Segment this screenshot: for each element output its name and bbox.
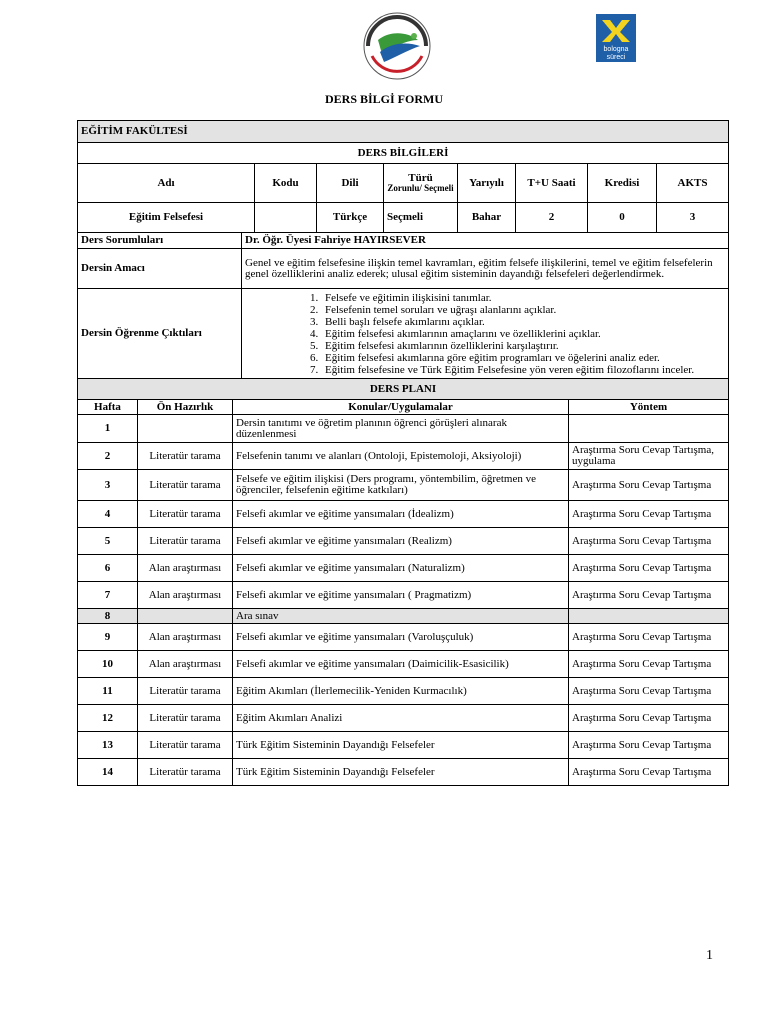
plan-week: 3: [78, 470, 138, 501]
plan-prep: Alan araştırması: [138, 582, 233, 609]
plan-row: [78, 470, 729, 501]
plan-method: [569, 415, 729, 443]
plan-method: Araştırma Soru Cevap Tartışma: [569, 651, 729, 678]
plan-method: Araştırma Soru Cevap Tartışma: [569, 759, 729, 786]
col-credit-header: Kredisi: [588, 164, 657, 203]
plan-topic: Dersin tanıtımı ve öğretim planının öğrenci görüşleri alınarak düzenlenmesi: [233, 415, 569, 443]
plan-topic: Felsefi akımlar ve eğitime yansımaları (Varoluşçuluk): [233, 624, 569, 651]
col-week-header: Hafta: [78, 400, 138, 415]
plan-topic: Ara sınav: [233, 609, 569, 624]
plan-topic: Eğitim Akımları (İlerlemecilik-Yeniden Kurmacılık): [233, 678, 569, 705]
outcome-item: 1. Felsefe ve eğitimin ilişkisini tanımlar.: [321, 292, 725, 304]
plan-body: [78, 415, 729, 786]
plan-topic: Felsefi akımlar ve eğitime yansımaları (Realizm): [233, 528, 569, 555]
col-language-header: Dili: [317, 164, 384, 203]
plan-topic: Türk Eğitim Sisteminin Dayandığı Felsefeler: [233, 732, 569, 759]
plan-row: [78, 678, 729, 705]
plan-row: [78, 501, 729, 528]
form-title: DERS BİLGİ FORMU: [324, 92, 443, 106]
plan-row: [78, 443, 729, 470]
plan-prep: Alan araştırması: [138, 651, 233, 678]
plan-week: 8: [78, 609, 138, 624]
plan-method: Araştırma Soru Cevap Tartışma: [569, 528, 729, 555]
plan-row: [78, 528, 729, 555]
course-hours: 2: [516, 203, 588, 233]
responsible-value: Dr. Öğr. Üyesi Fahriye HAYIRSEVER: [242, 233, 729, 249]
plan-method: Araştırma Soru Cevap Tartışma: [569, 501, 729, 528]
plan-prep: Literatür tarama: [138, 705, 233, 732]
col-method-header: Yöntem: [569, 400, 729, 415]
plan-topic: Eğitim Akımları Analizi: [233, 705, 569, 732]
plan-method: Araştırma Soru Cevap Tartışma: [569, 624, 729, 651]
col-semester-header: Yarıyılı: [458, 164, 516, 203]
course-plan-table: [77, 378, 729, 786]
outcomes-list: [245, 292, 725, 376]
outcome-item: 4. Eğitim felsefesi akımlarının amaçlarını ve özelliklerini açıklar.: [321, 328, 725, 340]
plan-method: Araştırma Soru Cevap Tartışma: [569, 470, 729, 501]
plan-week: 14: [78, 759, 138, 786]
plan-week: 10: [78, 651, 138, 678]
plan-row: [78, 609, 729, 624]
plan-row: [78, 651, 729, 678]
outcomes-cell: [242, 289, 729, 379]
plan-week: 11: [78, 678, 138, 705]
col-name-header: Adı: [78, 164, 255, 203]
plan-week: 13: [78, 732, 138, 759]
course-semester: Bahar: [458, 203, 516, 233]
plan-prep: Literatür tarama: [138, 732, 233, 759]
page-number: 1: [706, 948, 713, 963]
plan-method: Araştırma Soru Cevap Tartışma: [569, 555, 729, 582]
bologna-line1: bologna: [603, 46, 629, 53]
plan-week: 9: [78, 624, 138, 651]
plan-topic: Felsefi akımlar ve eğitime yansımaları (İdealizm): [233, 501, 569, 528]
plan-week: 4: [78, 501, 138, 528]
plan-method: Araştırma Soru Cevap Tartışma, uygulama: [569, 443, 729, 470]
plan-week: 2: [78, 443, 138, 470]
plan-method: Araştırma Soru Cevap Tartışma: [569, 732, 729, 759]
col-type-sub: Zorunlu/ Seçmeli: [387, 183, 454, 193]
bologna-line2: süreci: [606, 54, 626, 61]
plan-title: DERS PLANI: [78, 379, 729, 400]
col-type-label: Türü: [408, 172, 433, 184]
plan-prep: [138, 609, 233, 624]
aim-label: Dersin Amacı: [78, 249, 242, 289]
plan-row: [78, 759, 729, 786]
plan-row: [78, 582, 729, 609]
plan-row: [78, 732, 729, 759]
course-code: [255, 203, 317, 233]
col-topic-header: Konular/Uygulamalar: [233, 400, 569, 415]
plan-week: 5: [78, 528, 138, 555]
col-hours-header: T+U Saati: [516, 164, 588, 203]
outcomes-label: Dersin Öğrenme Çıktıları: [78, 289, 242, 379]
plan-prep: Alan araştırması: [138, 555, 233, 582]
plan-row: [78, 624, 729, 651]
col-akts-header: AKTS: [657, 164, 729, 203]
aim-value: Genel ve eğitim felsefesine ilişkin temel kavramları, eğitim felsefe ilişkilerini, temel ve eğitim felsefelerin genel özelliklerini analiz ederek; ulusal eğitim sisteminin dayandığı felsefeleri değerlendirmek.: [242, 249, 729, 289]
plan-prep: Literatür tarama: [138, 759, 233, 786]
col-type-header: [384, 164, 458, 203]
plan-topic: Felsefi akımlar ve eğitime yansımaları (Daimicilik-Esasicilik): [233, 651, 569, 678]
plan-topic: Felsefenin tanımı ve alanları (Ontoloji, Epistemoloji, Aksiyoloji): [233, 443, 569, 470]
plan-topic: Felsefe ve eğitim ilişkisi (Ders programı, yöntembilim, öğretmen ve öğrenciler, felsefenin eğitime katkıları): [233, 470, 569, 501]
plan-prep: Literatür tarama: [138, 528, 233, 555]
plan-method: Araştırma Soru Cevap Tartışma: [569, 582, 729, 609]
plan-prep: Literatür tarama: [138, 470, 233, 501]
plan-topic: Felsefi akımlar ve eğitime yansımaları (Naturalizm): [233, 555, 569, 582]
faculty-name: EĞİTİM FAKÜLTESİ: [78, 121, 729, 143]
col-prep-header: Ön Hazırlık: [138, 400, 233, 415]
duzce-universitesi-logo-icon: [358, 10, 436, 82]
outcome-item: 2. Felsefenin temel soruları ve uğraşı alanlarını açıklar.: [321, 304, 725, 316]
plan-topic: Felsefi akımlar ve eğitime yansımaları ( Pragmatizm): [233, 582, 569, 609]
course-info-title: DERS BİLGİLERİ: [78, 143, 729, 164]
plan-method: [569, 609, 729, 624]
plan-method: Araştırma Soru Cevap Tartışma: [569, 678, 729, 705]
outcome-item: 7. Eğitim felsefesine ve Türk Eğitim Felsefesine yön veren eğitim filozoflarını inceler.: [321, 364, 725, 376]
plan-method: Araştırma Soru Cevap Tartışma: [569, 705, 729, 732]
plan-prep: Literatür tarama: [138, 501, 233, 528]
responsible-label: Ders Sorumluları: [78, 233, 242, 249]
outcome-item: 5. Eğitim felsefesi akımlarının özelliklerini karşılaştırır.: [321, 340, 725, 352]
plan-row: [78, 705, 729, 732]
course-type: Seçmeli: [384, 203, 458, 233]
outcome-item: 3. Belli başlı felsefe akımlarını açıklar.: [321, 316, 725, 328]
plan-row: [78, 555, 729, 582]
outcome-item: 6. Eğitim felsefesi akımlarına göre eğitim programları ve öğelerini analiz eder.: [321, 352, 725, 364]
plan-prep: Alan araştırması: [138, 624, 233, 651]
course-name: Eğitim Felsefesi: [78, 203, 255, 233]
course-details-table: [77, 232, 729, 379]
course-info-table: [77, 120, 729, 233]
plan-prep: Literatür tarama: [138, 443, 233, 470]
plan-week: 6: [78, 555, 138, 582]
plan-row: [78, 415, 729, 443]
plan-week: 1: [78, 415, 138, 443]
plan-week: 7: [78, 582, 138, 609]
bologna-sureci-logo-icon: [596, 14, 636, 62]
plan-topic: Türk Eğitim Sisteminin Dayandığı Felsefeler: [233, 759, 569, 786]
plan-week: 12: [78, 705, 138, 732]
plan-prep: [138, 415, 233, 443]
course-akts: 3: [657, 203, 729, 233]
course-language: Türkçe: [317, 203, 384, 233]
course-credit: 0: [588, 203, 657, 233]
col-code-header: Kodu: [255, 164, 317, 203]
plan-prep: Literatür tarama: [138, 678, 233, 705]
